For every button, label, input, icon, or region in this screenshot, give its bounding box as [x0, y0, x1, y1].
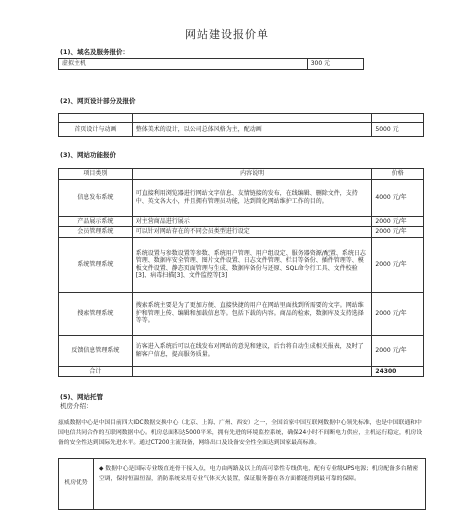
domain-item-name: 虚拟主机: [59, 59, 308, 70]
table-row: [59, 335, 424, 366]
table-total-row: [59, 366, 424, 377]
table-row: [59, 123, 424, 137]
row-name: 反馈信息管理系统: [59, 335, 133, 366]
row-name: 系统管理系统: [59, 237, 133, 292]
design-table: [58, 113, 424, 137]
row-price: 4000 元/年: [372, 179, 424, 216]
row-content: 可以针对网站存在的不同会员类型进行设定: [132, 227, 372, 238]
table-row: [59, 114, 424, 123]
advantage-box: [58, 458, 426, 510]
domain-table: [58, 58, 364, 70]
row-content: 对主营商品进行展示: [132, 216, 372, 227]
table-row: [59, 216, 424, 227]
table-row: [59, 292, 424, 335]
table-row: [59, 227, 424, 238]
row-content: 可直接利用浏览器进行网站文字信息、友情链接的发布，在线编辑、删除文件，支持中、英文各大小，并且拥有管理员功能，达到简化网站维护工作的目的。: [132, 179, 372, 216]
total-label: 合计: [59, 366, 133, 377]
table-row: [59, 179, 424, 216]
row-name: 产品展示系统: [59, 216, 133, 227]
header-price: 价格: [372, 169, 424, 180]
row-content: 搜索系统主要是为了更加方便、直接快捷的用户在网站里面找到所需要的文字。网站维护和管理上传、编辑和加载信息等。包括下载的内容。商品的检索，数据库及支持选择等等。: [132, 292, 372, 335]
hosting-intro: 机房介绍：: [60, 402, 93, 410]
row-price: 2000 元/年: [372, 237, 424, 292]
row-content: 系统设置与参数设置等参数、系统用户管理、用户组设定、服务器资源/配置、系统日志管理、数据库安全管理、图片文件设置、日志文件管理、栏目等备份、插件管理等、模板文件设置、静态页面管理与生成、数据库备份与还原、SQL命令行工具、文件校验[3]、病毒扫描[3]、文件监控等[3]: [132, 237, 372, 292]
row-name: 会员管理系统: [59, 227, 133, 238]
table-row: [59, 59, 364, 70]
advantage-label: 机房优势: [59, 459, 94, 509]
row-price: 2000 元/年: [372, 292, 424, 335]
section-heading-hosting: (5)、网站托管: [60, 393, 103, 401]
row-name: 信息发布系统: [59, 179, 133, 216]
row-price: 2000 元/年: [372, 216, 424, 227]
section-heading-design: (2)、网页设计部分及报价: [60, 97, 136, 105]
features-table: [58, 168, 424, 377]
design-item-name: 首页设计与动画: [59, 123, 133, 137]
hosting-paragraph: 兹威数据中心是中国目前四大IDC数据交换中心（北京、上海、广州、西安）之一，全国首家中国互联网数据中心领先标准，也是中国联通和中国电信共同合作的互联网数据中心。机房总面积达5000平米，拥有先进的环境监控系统，确保24小时不间断电力供应，主机运行稳定，机房设备的安全性达到国际先进水平。通过CT200主流设备，网络出口及设备安全性全面达到国家最高标准。: [58, 420, 423, 446]
section-heading-features: (3)、网站功能报价: [60, 151, 116, 159]
row-price: 2000 元/年: [372, 335, 424, 366]
header-content: 内容说明: [132, 169, 372, 180]
row-content: 访客进入系统后可以在线发布对网站的意见和建议，后台将自动生成相关报表，及时了解客户信息，提高服务质量。: [132, 335, 372, 366]
table-header-row: [59, 169, 424, 180]
row-price: 2000 元/年: [372, 227, 424, 238]
design-item-price: 5000 元: [372, 123, 424, 137]
header-project: 项目类别: [59, 169, 133, 180]
page-title: 网站建设报价单: [185, 28, 269, 41]
total-value: 24300: [372, 366, 424, 377]
section-heading-domain: (1)、域名及服务报价：: [60, 48, 129, 56]
design-item-content: 整体美术的设计，以公司总体风格为主，配动画: [132, 123, 372, 137]
domain-item-price: 300 元: [307, 59, 363, 70]
table-row: [59, 237, 424, 292]
advantage-text: ◆ 数据中心是国际专业级直连骨干接入点，电力由两路及以上的高可靠性专线供电，配有专业级UPS电源；机房配备多台精密空调，保持恒温恒湿，消防系统采用专业气体灭火装置，保证服务器在各方面都能得到最可靠的保障。: [99, 466, 419, 482]
row-name: 搜索管理系统: [59, 292, 133, 335]
